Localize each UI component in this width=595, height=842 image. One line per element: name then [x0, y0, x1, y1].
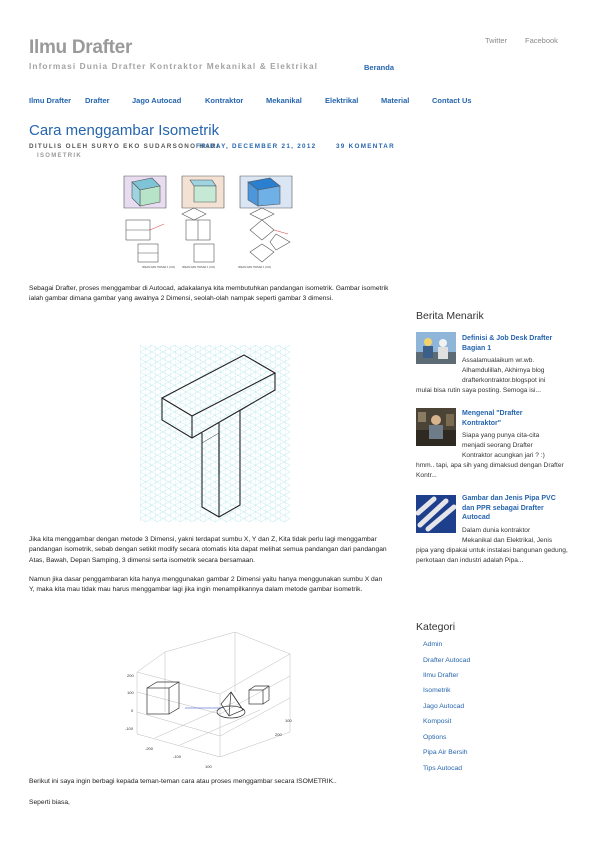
- category-section-heading: Kategori: [416, 621, 456, 633]
- svg-text:IRSAN DAN TIRSAN 1 (X/A): IRSAN DAN TIRSAN 1 (X/A): [238, 266, 272, 269]
- post-paragraph-3: Namun jika dasar penggambaran kita hanya menggunakan gambar 2 Dimensi yaitu hanya menggunakan sumbu X dan Y, maka kita mau tidak mau harus menggambar lagi jika ingin menampilkannya dalam metode gambar isometrik.: [29, 576, 383, 594]
- twitter-link[interactable]: Twitter: [485, 36, 508, 45]
- post-paragraph-1: Sebagai Drafter, proses menggambar di Autocad, adakalanya kita membutuhkan pandangan isometrik. Gambar isometrik ialah gambar dimana gambar yang awalnya 2 Dimensi, seolah-olah nampak seperti gambar 3 dimensi.: [29, 285, 389, 303]
- category-link-komposit[interactable]: Komposit: [423, 718, 452, 725]
- facebook-link[interactable]: Facebook: [525, 36, 558, 45]
- post-byline: DITULIS OLEH SURYO EKO SUDARSONO HARI: [29, 143, 220, 150]
- news-excerpt-2: Siapa yang punya cita-cita menjadi seorang Drafter Kontraktor acungkan jari ? :): [462, 432, 545, 459]
- nav-item-kontraktor[interactable]: Kontraktor: [205, 96, 244, 105]
- news-title-3[interactable]: Gambar dan Jenis Pipa PVC dan PPR sebagai Drafter Autocad: [462, 495, 556, 522]
- news-excerpt-1: Assalamualaikum wr.wb. Alhamdulillah, Akhirnya blog drafterkontraktor.blogspot ini: [462, 357, 546, 384]
- home-link[interactable]: Beranda: [364, 63, 395, 72]
- post-paragraph-5: Seperti biasa,: [29, 799, 70, 806]
- post-label[interactable]: ISOMETRIK: [37, 153, 83, 159]
- svg-text:100: 100: [205, 764, 212, 769]
- site-title[interactable]: Ilmu Drafter: [29, 37, 133, 58]
- svg-text:-100: -100: [173, 754, 182, 759]
- site-description: Informasi Dunia Drafter Kontraktor Mekanikal & Elektrikal: [29, 61, 319, 71]
- nav-item-drafter[interactable]: Drafter: [85, 96, 110, 105]
- nav-item-elektrikal[interactable]: Elektrikal: [325, 96, 359, 105]
- svg-text:-200: -200: [145, 746, 154, 751]
- news-thumbnail-1[interactable]: [416, 332, 456, 364]
- news-section-heading: Berita Menarik: [416, 310, 484, 322]
- news-thumbnail-2[interactable]: [416, 408, 456, 446]
- news-excerpt-tail-3: pipa yang dipakai untuk instalasi bangunan gedung, perkotaan dan industri adalah Pipa...: [416, 547, 568, 564]
- category-link-jago-autocad[interactable]: Jago Autocad: [423, 703, 465, 710]
- post-paragraph-4: Berikut ini saya ingin berbagi kepada teman-teman cara atau proses menggambar secara ISOMETRIK..: [29, 778, 337, 785]
- post-date[interactable]: FRIDAY, DECEMBER 21, 2012: [196, 143, 317, 150]
- svg-text:IRSAN DAN TIRSAN 1 (X/A): IRSAN DAN TIRSAN 1 (X/A): [142, 266, 176, 269]
- isometric-grid-image: [140, 345, 290, 522]
- news-excerpt-3: Dalam dunia kontraktor Mekanikal dan Elektrikal, Jenis: [462, 527, 553, 544]
- svg-text:IRSAN DAN TIRSAN 1 (X/A): IRSAN DAN TIRSAN 1 (X/A): [182, 266, 216, 269]
- nav-item-mekanikal[interactable]: Mekanikal: [266, 96, 302, 105]
- post-paragraph-2: Jika kita menggambar dengan metode 3 Dimensi, yakni terdapat sumbu X, Y dan Z, Kita tidak perlu lagi menggambar pandangan isometrik, sebab dengan setikit modify secara otomatis kita dapat melihat semua pandangan dari pandangan Atas, Bawah, Depan Samping, 3 dimensi serta isometrik secara bersamaan.: [29, 536, 387, 564]
- category-link-options[interactable]: Options: [423, 734, 447, 741]
- category-link-isometrik[interactable]: Isometrik: [423, 687, 451, 694]
- nav-item-material[interactable]: Material: [381, 96, 410, 105]
- isometric-views-image: [120, 172, 298, 270]
- svg-text:-100: -100: [125, 726, 134, 731]
- nav-item-ilmu-drafter[interactable]: Ilmu Drafter: [29, 96, 72, 105]
- workshop-photo-icon: [416, 408, 456, 446]
- news-excerpt-tail-2: hmm.. tapi, apa sih yang dimaksud dengan Drafter Kontr...: [416, 462, 564, 479]
- 3d-plot-image: [125, 632, 295, 774]
- nav-item-contact-us[interactable]: Contact Us: [432, 96, 472, 105]
- svg-text:200: 200: [127, 673, 134, 678]
- svg-text:0: 0: [131, 708, 134, 713]
- pvc-pipes-photo-icon: [416, 495, 456, 533]
- news-title-1[interactable]: Definisi & Job Desk Drafter Bagian 1: [462, 335, 553, 352]
- category-link-tips-autocad[interactable]: Tips Autocad: [423, 765, 463, 772]
- svg-text:100: 100: [127, 690, 134, 695]
- news-thumbnail-3[interactable]: [416, 495, 456, 533]
- nav-item-jago-autocad[interactable]: Jago Autocad: [132, 96, 182, 105]
- news-title-2[interactable]: Mengenal "Drafter Kontraktor": [462, 410, 523, 427]
- news-excerpt-tail-1: mulai bisa rutin saya posting. Semoga isi...: [416, 387, 541, 394]
- category-link-admin[interactable]: Admin: [423, 641, 443, 648]
- main-nav: [29, 96, 579, 108]
- category-link-pipa-air-bersih[interactable]: Pipa Air Bersih: [423, 749, 468, 756]
- category-link-ilmu-drafter[interactable]: Ilmu Drafter: [423, 672, 459, 679]
- engineers-photo-icon: [416, 332, 456, 364]
- post-title[interactable]: Cara menggambar Isometrik: [29, 122, 220, 139]
- svg-text:100: 100: [285, 718, 292, 723]
- svg-text:200: 200: [275, 732, 282, 737]
- post-comments-link[interactable]: 39 KOMENTAR: [336, 143, 395, 150]
- category-link-drafter-autocad[interactable]: Drafter Autocad: [423, 657, 471, 664]
